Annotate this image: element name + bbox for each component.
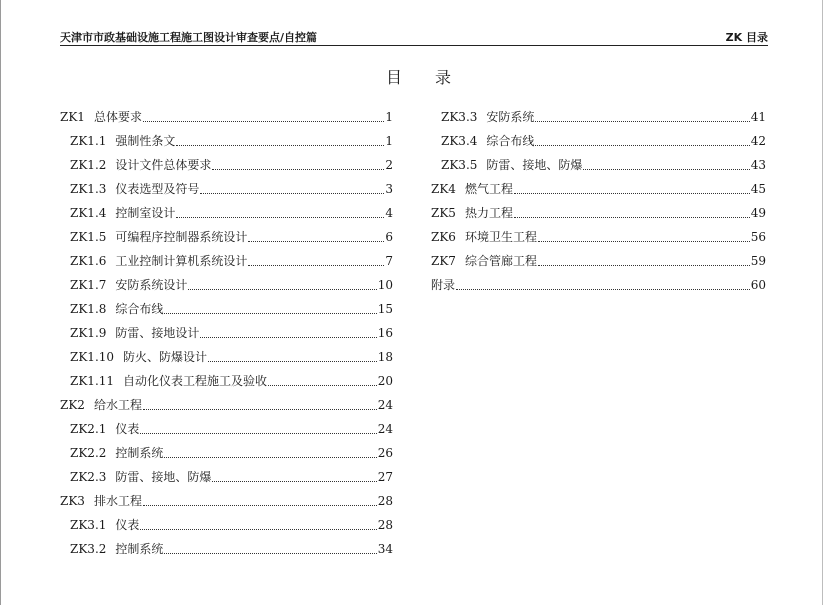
toc-entry[interactable] bbox=[60, 319, 393, 343]
toc-entry-number: ZK1.6 bbox=[70, 254, 107, 268]
toc-entry[interactable] bbox=[60, 175, 393, 199]
toc-entry-label: 工业控制计算机系统设计 bbox=[115, 254, 248, 268]
toc-entry-number: ZK3 bbox=[60, 494, 85, 508]
toc-entry-page-number: 28 bbox=[377, 494, 393, 508]
toc-entry[interactable] bbox=[60, 487, 393, 511]
toc-dot-leader bbox=[164, 313, 376, 314]
toc-entry-page-number: 49 bbox=[750, 206, 766, 220]
toc-dot-leader bbox=[514, 217, 750, 218]
toc-entry-page-number: 41 bbox=[750, 110, 766, 124]
toc-entry-page-number: 1 bbox=[385, 110, 393, 124]
header-section-label: ZK 目录 bbox=[725, 31, 768, 44]
toc-entry-number: ZK3.4 bbox=[441, 134, 478, 148]
toc-entry-number: ZK2 bbox=[60, 398, 85, 412]
toc-entry-label: 控制室设计 bbox=[115, 206, 176, 220]
toc-entry[interactable] bbox=[60, 535, 393, 559]
toc-entry-label: 排水工程 bbox=[93, 494, 142, 508]
toc-entry-label: 总体要求 bbox=[93, 110, 142, 124]
toc-dot-leader bbox=[268, 385, 377, 386]
toc-entry-number: ZK2.2 bbox=[70, 446, 107, 460]
header-document-title: 天津市市政基础设施工程施工图设计审查要点/自控篇 bbox=[60, 31, 318, 44]
toc-entry-page-number: 60 bbox=[750, 278, 766, 292]
toc-dot-leader bbox=[143, 505, 377, 506]
page-header bbox=[60, 28, 768, 46]
toc-entry-label: 仪表 bbox=[115, 518, 140, 532]
toc-entry-label: 附录 bbox=[431, 278, 456, 292]
page-left-edge bbox=[0, 0, 1, 605]
toc-entry-page-number: 24 bbox=[377, 398, 393, 412]
toc-entry[interactable] bbox=[431, 103, 766, 127]
toc-entry-number: ZK1.7 bbox=[70, 278, 107, 292]
toc-entry-number: ZK1 bbox=[60, 110, 85, 124]
toc-dot-leader bbox=[200, 337, 376, 338]
toc-entry-label: 控制系统 bbox=[115, 446, 164, 460]
toc-entry-label: 综合布线 bbox=[486, 134, 535, 148]
toc-dot-leader bbox=[456, 289, 750, 290]
toc-entry-page-number: 56 bbox=[750, 230, 766, 244]
toc-dot-leader bbox=[208, 361, 377, 362]
toc-dot-leader bbox=[200, 193, 384, 194]
toc-entry-page-number: 3 bbox=[385, 182, 393, 196]
toc-entry-page-number: 26 bbox=[377, 446, 393, 460]
toc-entry-label: 热力工程 bbox=[464, 206, 513, 220]
toc-entry-page-number: 4 bbox=[385, 206, 393, 220]
toc-entry-label: 防雷、接地设计 bbox=[115, 326, 200, 340]
toc-dot-leader bbox=[140, 529, 376, 530]
toc-entry-number: ZK3.1 bbox=[70, 518, 107, 532]
toc-entry-label: 控制系统 bbox=[115, 542, 164, 556]
toc-entry[interactable] bbox=[60, 127, 393, 151]
toc-entry-page-number: 18 bbox=[377, 350, 393, 364]
toc-entry-label: 给水工程 bbox=[93, 398, 142, 412]
toc-dot-leader bbox=[143, 121, 384, 122]
toc-entry-page-number: 6 bbox=[385, 230, 393, 244]
toc-entry-page-number: 20 bbox=[377, 374, 393, 388]
toc-entry-label: 仪表 bbox=[115, 422, 140, 436]
toc-entry-number: ZK3.3 bbox=[441, 110, 478, 124]
toc-entry-page-number: 27 bbox=[377, 470, 393, 484]
toc-dot-leader bbox=[583, 169, 749, 170]
toc-entry[interactable] bbox=[60, 511, 393, 535]
toc-entry-number: ZK6 bbox=[431, 230, 456, 244]
toc-dot-leader bbox=[538, 241, 750, 242]
toc-entry-label: 安防系统设计 bbox=[115, 278, 188, 292]
toc-entry[interactable] bbox=[431, 271, 766, 295]
toc-entry-number: ZK1.10 bbox=[70, 350, 115, 364]
toc-entry[interactable] bbox=[60, 415, 393, 439]
toc-right-column bbox=[431, 103, 766, 295]
toc-entry-label: 仪表选型及符号 bbox=[115, 182, 200, 196]
toc-entry[interactable] bbox=[60, 391, 393, 415]
toc-entry-number: ZK2.3 bbox=[70, 470, 107, 484]
toc-entry-number: ZK2.1 bbox=[70, 422, 107, 436]
toc-entry-label: 防雷、接地、防爆 bbox=[486, 158, 583, 172]
toc-entry-page-number: 43 bbox=[750, 158, 766, 172]
toc-entry[interactable] bbox=[431, 151, 766, 175]
toc-entry-page-number: 34 bbox=[377, 542, 393, 556]
toc-dot-leader bbox=[514, 193, 750, 194]
toc-entry-label: 设计文件总体要求 bbox=[115, 158, 212, 172]
toc-entry-number: ZK1.9 bbox=[70, 326, 107, 340]
toc-dot-leader bbox=[248, 241, 384, 242]
toc-entry-number: ZK1.2 bbox=[70, 158, 107, 172]
toc-dot-leader bbox=[176, 145, 384, 146]
toc-entry-number: ZK1.1 bbox=[70, 134, 107, 148]
toc-entry-page-number: 15 bbox=[377, 302, 393, 316]
toc-dot-leader bbox=[248, 265, 384, 266]
toc-dot-leader bbox=[164, 457, 376, 458]
toc-dot-leader bbox=[212, 169, 384, 170]
toc-entry[interactable] bbox=[60, 439, 393, 463]
toc-entry[interactable] bbox=[431, 247, 766, 271]
toc-entry-label: 自动化仪表工程施工及验收 bbox=[123, 374, 268, 388]
toc-entry-number: ZK1.4 bbox=[70, 206, 107, 220]
toc-entry-label: 环境卫生工程 bbox=[464, 230, 537, 244]
toc-entry-page-number: 10 bbox=[377, 278, 393, 292]
toc-entry[interactable] bbox=[431, 199, 766, 223]
toc-dot-leader bbox=[164, 553, 376, 554]
toc-entry[interactable] bbox=[60, 295, 393, 319]
toc-entry[interactable] bbox=[60, 271, 393, 295]
toc-entry[interactable] bbox=[60, 343, 393, 367]
toc-entry[interactable] bbox=[60, 463, 393, 487]
toc-dot-leader bbox=[535, 121, 749, 122]
toc-entry[interactable] bbox=[431, 175, 766, 199]
toc-entry-page-number: 45 bbox=[750, 182, 766, 196]
toc-entry-number: ZK1.3 bbox=[70, 182, 107, 196]
toc-entry[interactable] bbox=[431, 127, 766, 151]
toc-entry-number: ZK1.11 bbox=[70, 374, 115, 388]
toc-entry[interactable] bbox=[60, 367, 393, 391]
toc-entry-label: 综合管廊工程 bbox=[464, 254, 537, 268]
toc-entry-label: 综合布线 bbox=[115, 302, 164, 316]
toc-left-column bbox=[60, 103, 393, 559]
toc-dot-leader bbox=[188, 289, 376, 290]
toc-entry-page-number: 59 bbox=[750, 254, 766, 268]
toc-entry-page-number: 42 bbox=[750, 134, 766, 148]
toc-entry-label: 防雷、接地、防爆 bbox=[115, 470, 212, 484]
toc-dot-leader bbox=[176, 217, 384, 218]
toc-entry-page-number: 1 bbox=[385, 134, 393, 148]
toc-entry[interactable] bbox=[60, 247, 393, 271]
toc-entry-page-number: 7 bbox=[385, 254, 393, 268]
toc-entry-label: 安防系统 bbox=[486, 110, 535, 124]
toc-entry-page-number: 16 bbox=[377, 326, 393, 340]
toc-entry-number: ZK1.5 bbox=[70, 230, 107, 244]
toc-dot-leader bbox=[538, 265, 750, 266]
toc-entry-label: 可编程序控制器系统设计 bbox=[115, 230, 248, 244]
toc-entry-page-number: 28 bbox=[377, 518, 393, 532]
page-title: 目 录 bbox=[385, 68, 466, 87]
toc-entry-number: ZK5 bbox=[431, 206, 456, 220]
toc-entry[interactable] bbox=[60, 223, 393, 247]
toc-entry[interactable] bbox=[60, 199, 393, 223]
toc-entry[interactable] bbox=[431, 223, 766, 247]
toc-entry[interactable] bbox=[60, 103, 393, 127]
toc-dot-leader bbox=[212, 481, 376, 482]
toc-entry-number: ZK3.2 bbox=[70, 542, 107, 556]
toc-entry-number: ZK3.5 bbox=[441, 158, 478, 172]
toc-entry-number: ZK1.8 bbox=[70, 302, 107, 316]
toc-entry-label: 防火、防爆设计 bbox=[123, 350, 208, 364]
toc-entry-label: 强制性条文 bbox=[115, 134, 176, 148]
toc-entry-label: 燃气工程 bbox=[464, 182, 513, 196]
toc-dot-leader bbox=[140, 433, 376, 434]
toc-entry-page-number: 24 bbox=[377, 422, 393, 436]
toc-dot-leader bbox=[143, 409, 377, 410]
toc-entry-number: ZK7 bbox=[431, 254, 456, 268]
toc-entry[interactable] bbox=[60, 151, 393, 175]
toc-dot-leader bbox=[535, 145, 749, 146]
toc-entry-page-number: 2 bbox=[385, 158, 393, 172]
toc-entry-number: ZK4 bbox=[431, 182, 456, 196]
